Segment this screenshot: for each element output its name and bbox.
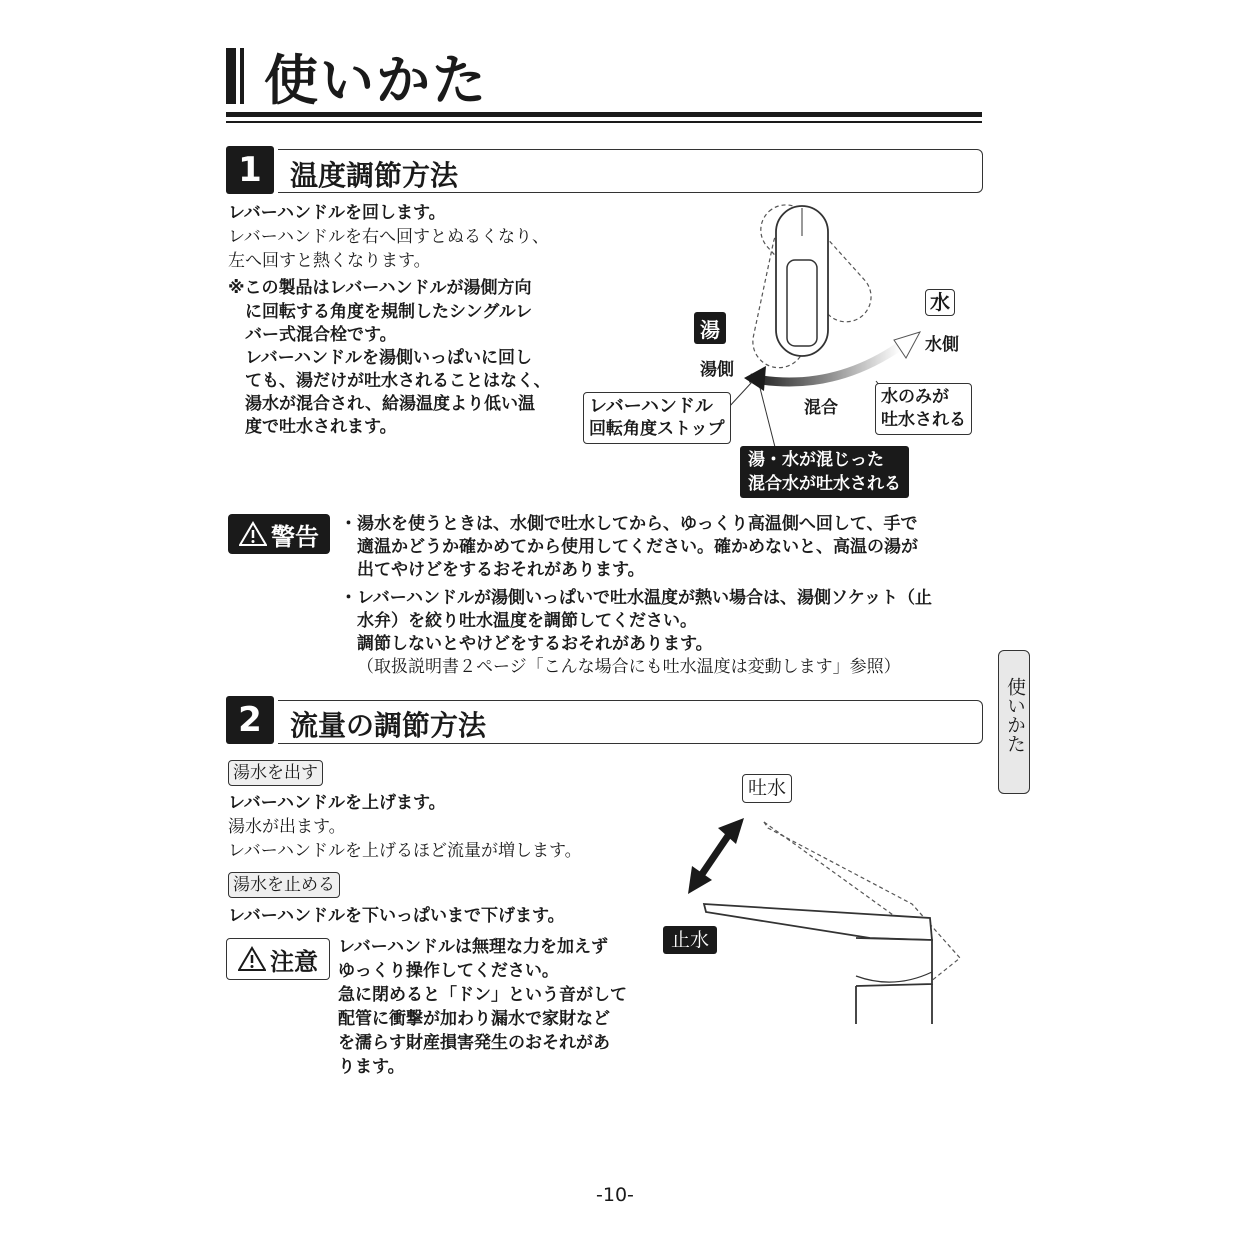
close-tag: 湯水を止める xyxy=(228,872,340,898)
stop-label-line: レバーハンドル xyxy=(589,396,713,417)
title-rule-thick xyxy=(226,112,982,117)
section1-body-line: レバーハンドルを右へ回すとぬるくなり、 xyxy=(228,227,549,247)
mixed-water-line: 混合水が吐水される xyxy=(748,474,901,494)
close-lead: レバーハンドルを下いっぱいまで下げます。 xyxy=(228,906,565,926)
section1-note-line: 度で吐水されます。 xyxy=(245,417,397,437)
section1-note-line: に回転する角度を規制したシングルレ xyxy=(245,302,533,322)
cold-only-line: 水のみが xyxy=(881,387,949,407)
warning-line: （取扱説明書２ページ「こんな場合にも吐水温度は変動します」参照） xyxy=(357,657,901,677)
caution-badge xyxy=(226,938,330,980)
section1-note-line: 湯水が混合され、給湯温度より低い温 xyxy=(245,394,536,414)
open-body-line: レバーハンドルを上げるほど流量が増します。 xyxy=(228,841,582,861)
caution-line: レバーハンドルは無理な力を加えず xyxy=(338,937,608,957)
spout-label: 吐水 xyxy=(742,774,792,803)
mixing-arrow xyxy=(750,346,900,382)
open-lead: レバーハンドルを上げます。 xyxy=(228,793,446,813)
warning-line: ・レバーハンドルが湯側いっぱいで吐水温度が熱い場合は、湯側ソケット（止 xyxy=(340,588,932,608)
caution-line: ゆっくり操作してください。 xyxy=(338,961,559,981)
page-title: 使いかた xyxy=(264,49,488,112)
caution-line: ります。 xyxy=(338,1057,405,1077)
warning-line: 出てやけどをするおそれがあります。 xyxy=(357,560,645,580)
mixed-water-line: 湯・水が混じった xyxy=(748,450,884,470)
cold-side-label: 水側 xyxy=(925,335,959,355)
section1-lead: レバーハンドルを回します。 xyxy=(228,203,446,223)
section1-note-line: ※この製品はレバーハンドルが湯側方向 xyxy=(228,278,532,298)
lever-flow-diagram xyxy=(660,800,980,1030)
section1-number: 1 xyxy=(226,146,274,194)
stop-water-label: 止水 xyxy=(663,926,717,954)
section2-title: 流量の調節方法 xyxy=(290,709,487,742)
page-number: -10- xyxy=(596,1184,634,1206)
section2-number: 2 xyxy=(226,696,274,744)
section1-body-line: 左へ回すと熱くなります。 xyxy=(228,251,431,271)
cold-icon: 水 xyxy=(925,289,955,316)
title-rule-thin xyxy=(226,121,982,123)
section1-note-line: レバーハンドルを湯側いっぱいに回し xyxy=(245,348,532,368)
cold-only-box xyxy=(875,383,972,435)
open-tag: 湯水を出す xyxy=(228,760,323,786)
caution-line: 急に閉めると「ドン」という音がして xyxy=(338,985,627,1005)
title-bar-thin xyxy=(240,48,244,104)
warning-line: ・湯水を使うときは、水側で吐水してから、ゆっくり高温側へ回して、手で xyxy=(340,514,918,534)
stop-label-line: 回転角度ストップ xyxy=(589,419,725,439)
warning-line: 調節しないとやけどをするおそれがあります。 xyxy=(357,634,713,654)
mix-label: 混合 xyxy=(804,398,838,418)
warning-badge-label: 警告 xyxy=(271,522,319,551)
caution-triangle-icon xyxy=(238,946,266,972)
title-bar-thick xyxy=(226,48,236,104)
section1-note-line: ても、湯だけが吐水されることはなく、 xyxy=(245,371,551,391)
hot-icon: 湯 xyxy=(694,312,726,344)
section1-note-line: バー式混合栓です。 xyxy=(245,325,397,345)
warning-triangle-icon xyxy=(239,521,267,547)
cold-only-line: 吐水される xyxy=(881,410,966,430)
side-tab[interactable] xyxy=(998,650,1030,794)
stop-label-box xyxy=(583,392,731,444)
warning-badge xyxy=(228,514,330,554)
caution-line: 配管に衝撃が加わり漏水で家財など xyxy=(338,1009,610,1029)
section1-title: 温度調節方法 xyxy=(290,159,459,192)
faucet-body xyxy=(856,938,932,986)
hot-side-label: 湯側 xyxy=(700,360,734,380)
caution-line: を濡らす財産損害発生のおそれがあ xyxy=(338,1033,610,1053)
caution-badge-label: 注意 xyxy=(270,947,318,976)
warning-line: 適温かどうか確かめてから使用してください。確かめないと、高温の湯が xyxy=(357,537,918,557)
side-tab-label: 使いかた xyxy=(1004,677,1026,753)
open-body-line: 湯水が出ます。 xyxy=(228,817,346,837)
warning-line: 水弁）を絞り吐水温度を調節してください。 xyxy=(357,611,697,631)
mixing-arrow-head-right xyxy=(894,332,920,358)
mixed-water-box xyxy=(740,446,909,498)
lever-lowered xyxy=(704,904,932,940)
